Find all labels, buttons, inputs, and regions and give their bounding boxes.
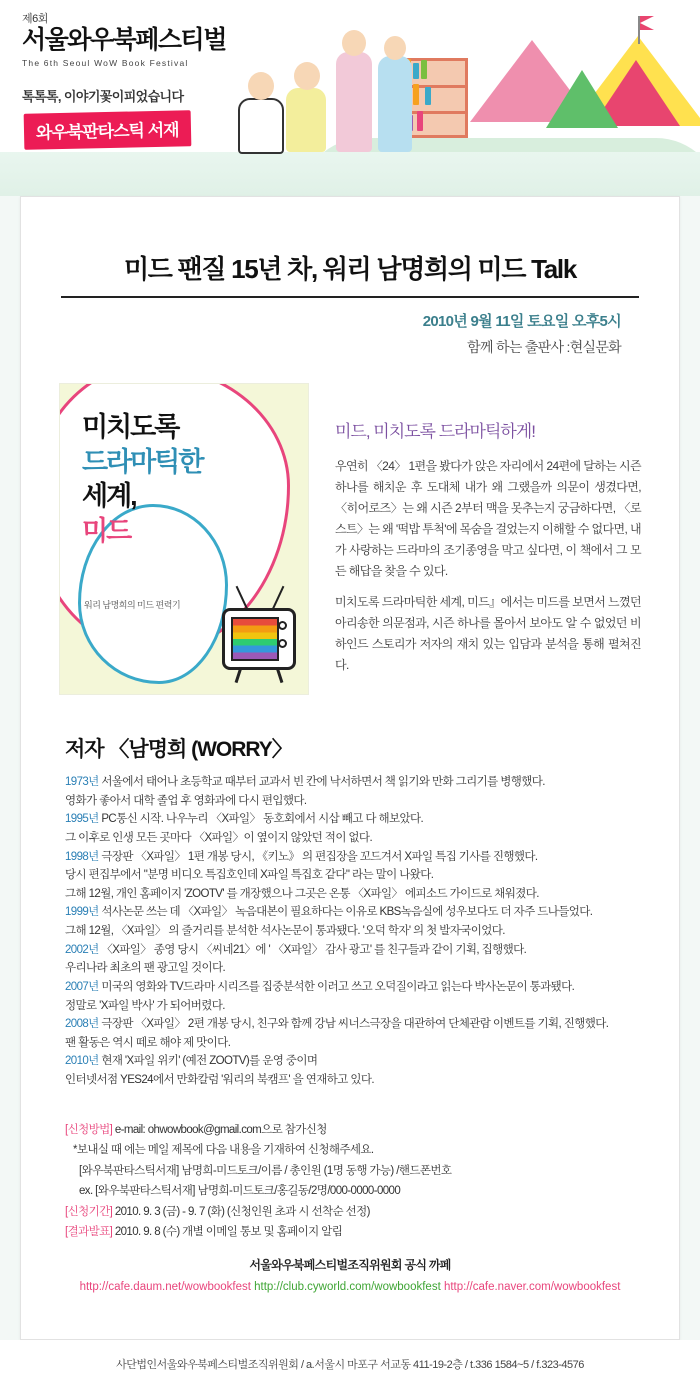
author-bio-text: 팬 활동은 역시 떼로 해야 제 맛이다. (65, 1036, 231, 1049)
book-cover (59, 383, 309, 695)
person-pink-head (342, 30, 366, 56)
author-bio-text: 극장판 〈X파일〉 2편 개봉 당시, 친구와 함께 강남 씨너스극장을 대관하여 단체관람 이벤트를 기획, 진행했다. (101, 1018, 609, 1031)
kid-white-head (248, 72, 274, 100)
person-blue-head (384, 36, 406, 60)
intro-paragraph: 우연히 〈24〉 1편을 봤다가 앉은 자리에서 24편에 달하는 시즌 하나를 해치운 후 도대체 내가 왜 그랬을까 의문이 생겼다면, 〈히어로즈〉는 왜 시즌 2부터 맥을 못추는지 궁금하다면, 〈로스트〉는 왜 '떡밥 투척'에 목숨을 걸었는지 이해할 수 없다면, 내가 사랑하는 드라마의 조기종영을 막고 싶다면, 이 책에서 그 모든 해답을 찾을 수 있다. (335, 459, 641, 578)
festival-banner (0, 0, 700, 200)
tent-green-illustration (546, 70, 618, 128)
author-bio-text: 석사논문 쓰는 데 〈X파일〉 녹음대본이 필요하다는 이유로 KBS녹음실에 성우보다도 더 자주 드나들었다. (101, 906, 593, 919)
intro-text-block (309, 383, 641, 695)
tv-leg-right (276, 667, 284, 683)
kid-white-illustration (238, 98, 284, 154)
author-bio-list (65, 773, 635, 1090)
tv-leg-left (235, 667, 243, 683)
banner-tagline: 톡톡톡, 이야기꽃이피었습니다 (22, 89, 184, 104)
intro-body (335, 456, 641, 676)
author-bio-line (65, 1052, 635, 1071)
author-heading: 저자 〈남명희 (WORRY〉 (65, 738, 292, 761)
author-section (21, 733, 679, 1090)
book-cover-title (82, 410, 252, 548)
author-bio-text: 당시 편집부에서 "분명 비디오 특집호인데 X파일 특집호 같다" 라는 말이 나왔다. (65, 869, 434, 882)
author-bio-line (65, 866, 635, 885)
apply-method-text: e-mail: ohwowbook@gmail.com으로 참가신청 (114, 1123, 327, 1136)
event-poster-sheet (20, 196, 680, 1340)
author-bio-year: 2008년 (65, 1018, 99, 1031)
apply-result-line (65, 1222, 635, 1242)
author-bio-text: 〈X파일〉 종영 당시 〈씨네21〉에 ' 〈X파일〉 감사 광고' 를 친구들과 같이 기획, 집행했다. (101, 943, 527, 956)
kid-yellow-head (294, 62, 320, 90)
tv-knob-bottom (278, 639, 287, 648)
event-subinfo (61, 310, 639, 357)
author-bio-text: 현재 'X파일 위키' (예전 ZOOTV)를 운영 중이며 (101, 1055, 318, 1068)
author-bio-year: 1995년 (65, 813, 99, 826)
author-bio-text: 극장판 〈X파일〉 1편 개봉 당시, 《키노》 의 편집장을 꼬드겨서 X파일 특집 기사를 진행했다. (101, 850, 538, 863)
author-bio-text: 그해 12월, 〈X파일〉 의 줄거리를 분석한 석사논문이 통과됐다. '오덕 학자' 의 첫 발자국이었다. (65, 925, 505, 937)
author-bio-line (65, 829, 635, 848)
organization-footer: 사단법인서울와우북페스티벌조직위원회 / a.서울시 마포구 서교동 411-19-2층 / t.336 1584~5 / f.323-4576 (116, 1359, 584, 1371)
author-bio-line (65, 978, 635, 997)
title-area (21, 197, 679, 357)
tv-antenna-right (272, 586, 285, 610)
author-bio-line (65, 903, 635, 922)
cafe-title: 서울와우북페스티벌조직위원회 공식 까페 (249, 1258, 451, 1272)
apply-period-label: [신청기간] (65, 1205, 113, 1218)
kid-yellow-illustration (286, 88, 326, 152)
author-bio-text: 정말로 'X파일 박사' 가 되어버렸다. (65, 999, 225, 1012)
author-bio-year: 1998년 (65, 850, 99, 863)
festival-logo (22, 10, 252, 68)
author-bio-text: 영화가 좋아서 대학 졸업 후 영화과에 다시 편입했다. (65, 794, 307, 807)
ground-illustration (0, 152, 700, 200)
author-bio-text: 미국의 영화와 TV드라마 시리즈를 집중분석한 이러고 쓰고 오덕질이라고 읽는다 박사논문이 통과됐다. (101, 980, 575, 993)
cafe-link-daum[interactable]: http://cafe.daum.net/wowbookfest (79, 1281, 251, 1293)
person-blue-illustration (378, 56, 412, 152)
tv-screen (231, 617, 279, 661)
apply-example: ex. [와우북판타스틱서재] 남명희-미드토크/홍길동/2명/000-0000-0000 (79, 1185, 401, 1198)
festival-title-ko (22, 27, 252, 55)
author-bio-year: 2007년 (65, 980, 99, 993)
apply-method-label: [신청방법] (65, 1123, 113, 1136)
author-bio-line (65, 1071, 635, 1090)
cafe-link-naver[interactable]: http://cafe.naver.com/wowbookfest (443, 1281, 621, 1293)
apply-method-line (65, 1120, 635, 1140)
cafe-link-cyworld[interactable]: http://club.cyworld.com/wowbookfest (254, 1281, 441, 1293)
author-bio-year: 1999년 (65, 906, 99, 919)
person-pink-illustration (336, 52, 372, 152)
author-bio-text: 그 이후로 인생 모든 곳마다 〈X파일〉이 옆이지 않았던 적이 없다. (65, 831, 373, 844)
page-side-band-left (0, 196, 20, 1340)
apply-format: [와우북판타스틱서재] 남명희-미드토크/이름 / 총인원 (1명 동행 가능) /핸드폰번호 (79, 1164, 452, 1177)
apply-period-line (65, 1202, 635, 1222)
cafe-section (21, 1256, 679, 1293)
author-bio-line (65, 1034, 635, 1053)
author-bio-year: 2002년 (65, 943, 99, 956)
event-date: 2010년 9월 11일 토요일 오후5시 (422, 313, 621, 330)
festival-title-en: The 6th Seoul WoW Book Festival (22, 57, 189, 68)
flag-illustration (640, 16, 654, 30)
author-bio-line (65, 997, 635, 1016)
cover-line-3: 세계, (82, 481, 136, 512)
festival-title-ko-text: 서울와우북페스티벌 (22, 26, 226, 54)
intro-row (21, 383, 679, 695)
author-bio-year: 2010년 (65, 1055, 99, 1068)
cover-line-4: 미드 (82, 515, 131, 546)
author-bio-text: 그해 12월, 개인 홈페이지 'ZOOTV' 를 개장했으나 그곳은 온통 〈X파일〉 에피소드 가이드로 채워졌다. (65, 887, 539, 900)
intro-paragraph: 미치도록 드라마틱한 세계, 미드』에서는 미드를 보면서 느꼈던 아리송한 의문점과, 시즌 하나를 몰아서 보아도 알 수 없었던 비하인드 스토리가 저자의 재치 있는 입담과 분석을 통해 펼쳐진다. (335, 595, 641, 672)
festival-edition: 제6회 (22, 13, 48, 25)
author-bio-text: 인터넷서점 YES24에서 만화칼럼 '워리의 북캠프' 을 연재하고 있다. (65, 1074, 374, 1086)
page-title: 미드 팬질 15년 차, 워리 남명희의 미드 Talk (61, 249, 639, 298)
author-bio-line (65, 959, 635, 978)
apply-note: *보내실 때 에는 메일 제목에 다음 내용을 기재하여 신청해주세요. (73, 1144, 374, 1157)
author-bio-line (65, 922, 635, 941)
cafe-links (21, 1281, 679, 1293)
author-bio-line (65, 792, 635, 811)
author-bio-line (65, 1015, 635, 1034)
author-bio-line (65, 941, 635, 960)
author-bio-line (65, 885, 635, 904)
apply-section (21, 1120, 679, 1243)
tv-knob-top (278, 621, 287, 630)
book-cover-subtitle: 워리 남명희의 미드 편력기 (84, 600, 181, 610)
author-bio-line (65, 848, 635, 867)
author-bio-line (65, 773, 635, 792)
page-side-band-right (680, 196, 700, 1340)
author-bio-text: 우리나라 최초의 팬 광고일 것이다. (65, 962, 226, 975)
cover-line-2: 드라마틱한 (82, 446, 203, 477)
cover-line-1: 미치도록 (82, 412, 179, 442)
author-bio-line (65, 810, 635, 829)
apply-result-text: 2010. 9. 8 (수) 개별 이메일 통보 및 홈페이지 알림 (114, 1225, 343, 1238)
tv-icon (222, 608, 296, 670)
intro-heading: 미드, 미치도록 드라마틱하게! (335, 422, 535, 441)
author-bio-year: 1973년 (65, 776, 99, 788)
author-bio-text: 서울에서 태어나 초등학교 때부터 교과서 빈 칸에 낙서하면서 책 읽기와 만화 그리기를 병행했다. (101, 776, 545, 788)
event-host: 함께 하는 출판사 :현실문화 (467, 339, 621, 355)
apply-period-text: 2010. 9. 3 (금) - 9. 7 (화) (신청인원 초과 시 선착순 선정) (114, 1205, 370, 1218)
series-badge: 와우북판타스틱 서재 (24, 110, 191, 149)
author-bio-text: PC통신 시작. 나우누리 〈X파일〉 동호회에서 시삽 빼고 다 해보았다. (101, 813, 424, 826)
apply-result-label: [결과발표] (65, 1225, 113, 1238)
